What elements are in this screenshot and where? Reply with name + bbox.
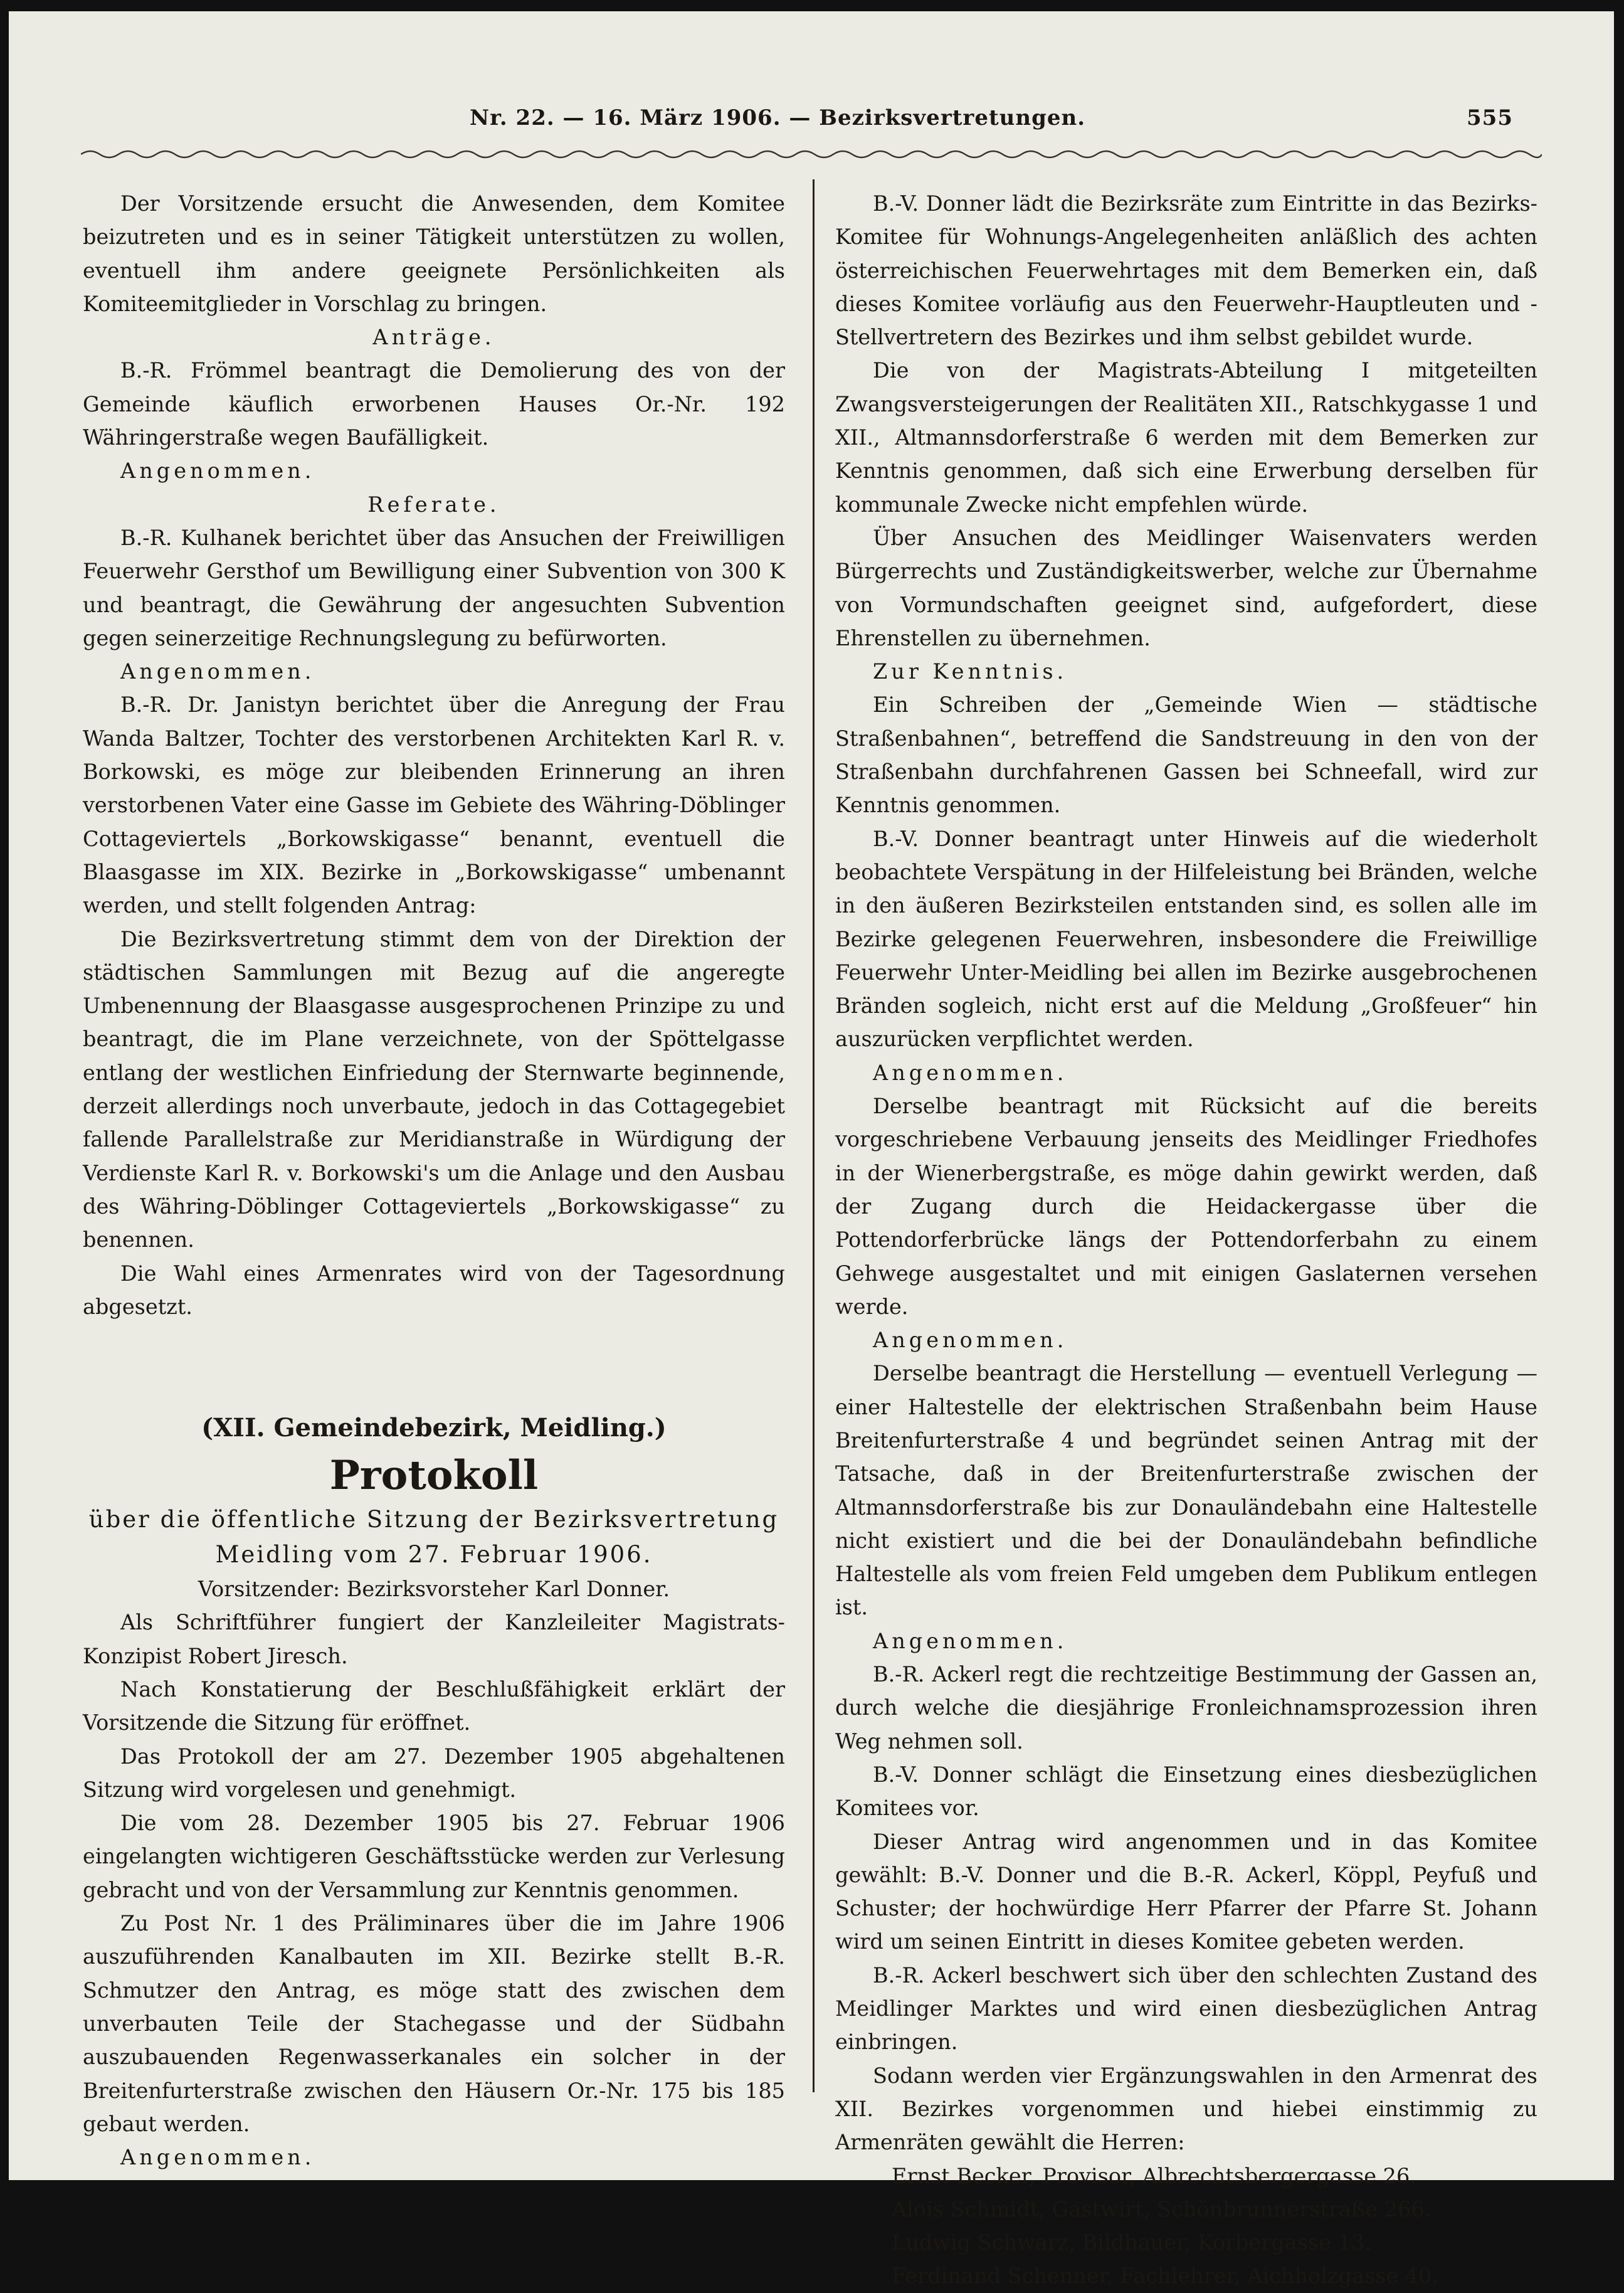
resolution-accepted: Angenommen.	[120, 2145, 315, 2170]
left-column	[83, 187, 785, 2174]
list-item: Ludwig Schwarz, Bildhauer, Korbergasse 13.	[892, 2230, 1371, 2255]
list-item: Alois Schmidt, Gastwirt, Schönbrunnerstraße 266.	[892, 2196, 1432, 2222]
list-item: Ferdinand Schenner, Fachlehrer, Aichholzgasse 40.	[892, 2264, 1439, 2289]
newspaper-page	[9, 11, 1614, 2289]
right-column	[835, 187, 1537, 2293]
resolution-accepted: Angenommen.	[120, 458, 315, 484]
paragraph: B.-R. Ackerl regt die rechtzeitige Bestimmung der Gassen an, durch welche die diesjährige Fronleichnamsprozession ihren Weg nehmen soll.	[835, 1662, 1537, 1754]
paragraph: Derselbe beantragt die Herstellung — eventuell Verlegung — einer Haltestelle der elektrischen Straßenbahn beim Hause Breitenfurterstraße 4 und begründet seinen Antrag mit der Tatsache, daß in der Breitenfurterstraße zwischen der Altmannsdorferstraße bis zur Donauländebahn eine Haltestelle nicht existiert und die bei der Donauländebahn befindliche Haltestelle als vom freien Feld umgeben dem Publikum entlegen ist.	[835, 1361, 1537, 1620]
resolution-accepted: Angenommen.	[120, 659, 315, 684]
section-heading-antraege: Anträge.	[372, 325, 495, 350]
protocol-date: Meidling vom 27. Februar 1906.	[215, 1541, 653, 1569]
list-item: Ernst Becker, Provisor, Albrechtsbergergasse 26.	[892, 2163, 1416, 2188]
section-heading-referate: Referate.	[367, 492, 500, 517]
paragraph: Der Vorsitzende ersucht die Anwesenden, dem Komitee beizutreten und es in seiner Tätigkeit unterstützen zu wollen, eventuell ihm andere geeignete Persönlichkeiten als Komiteemitglieder in Vorschlag zu bringen.	[83, 191, 785, 316]
paragraph: Die von der Magistrats-Abteilung I mitgeteilten Zwangsversteigerungen der Realitäten XII., Ratschkygasse 1 und XII., Altmannsdorferstraße 6 werden mit dem Bemerken zur Kenntnis genommen, daß sich eine Erwerbung derselben für kommunale Zwecke nicht empfehlen würde.	[835, 358, 1537, 517]
chairman-line: Vorsitzender: Bezirksvorsteher Karl Donner.	[198, 1577, 670, 1602]
paragraph: Dieser Antrag wird angenommen und in das Komitee gewählt: B.-V. Donner und die B.-R. Ackerl, Köppl, Peyfuß und Schuster; der hochwürdige Herr Pfarrer der Pfarre St. Johann wird um seinen Eintritt in dieses Komitee gebeten werden.	[835, 1829, 1537, 1954]
paragraph: B.-R. Frömmel beantragt die Demolierung des von der Gemeinde käuflich erworbenen Hauses Or.-Nr. 192 Währingerstraße wegen Baufälligkeit.	[83, 358, 785, 450]
paragraph: Derselbe beantragt mit Rücksicht auf die bereits vorgeschriebene Verbauung jenseits des Meidlinger Friedhofes in der Wienerbergstraße, es möge dahin gewirkt werden, daß der Zugang durch die Heidackergasse über die Pottendorferbrücke längs der Pottendorferbahn zu einem Gehwege ausgestaltet und mit einigen Gaslaternen versehen werde.	[835, 1094, 1537, 1319]
paragraph: Über Ansuchen des Meidlinger Waisenvaters werden Bürgerrechts und Zuständigkeitswerber, welche zur Übernahme von Vormundschaften geeignet sind, aufgefordert, diese Ehrenstellen zu übernehmen.	[835, 525, 1537, 650]
noted: Zur Kenntnis.	[873, 659, 1068, 684]
column-divider	[813, 179, 815, 2092]
paragraph: Ein Schreiben der „Gemeinde Wien — städtische Straßenbahnen“, betreffend die Sandstreuung in den von der Straßenbahn durchfahrenen Gassen bei Schneefall, wird zur Kenntnis genommen.	[835, 692, 1537, 818]
paragraph: B.-R. Kulhanek berichtet über das Ansuchen der Freiwilligen Feuerwehr Gersthof um Bewilligung einer Subvention von 300 K und beantragt, die Gewährung der angesuchten Subvention gegen seinerzeitige Rechnungslegung zu befürworten.	[83, 525, 785, 650]
header-wavy-rule	[81, 148, 1542, 161]
district-heading: (XII. Gemeindebezirk, Meidling.)	[201, 1413, 667, 1443]
paragraph: B.-V. Donner lädt die Bezirksräte zum Eintritte in das Bezirks-Komitee für Wohnungs-Angelegenheiten anläßlich des achten österreichischen Feuerwehrtages mit dem Bemerken ein, daß dieses Komitee vorläufig aus den Feuerwehr-Hauptleuten und -Stellvertretern des Bezirkes und ihm selbst gebildet wurde.	[835, 191, 1537, 350]
resolution-accepted: Angenommen.	[873, 1628, 1068, 1653]
paragraph: Die vom 28. Dezember 1905 bis 27. Februar 1906 eingelangten wichtigeren Geschäftsstücke werden zur Verlesung gebracht und von der Versammlung zur Kenntnis genommen.	[83, 1811, 785, 1902]
paragraph: Sodann werden vier Ergänzungswahlen in den Armenrat des XII. Bezirkes vorgenommen und hiebei einstimmig zu Armenräten gewählt die Herren:	[835, 2063, 1537, 2155]
page-header	[9, 105, 1614, 143]
paragraph: Die Wahl eines Armenrates wird von der Tagesordnung abgesetzt.	[83, 1261, 785, 1319]
header-title: Nr. 22. — 16. März 1906. — Bezirksvertretungen.	[470, 105, 1086, 130]
paragraph: Nach Konstatierung der Beschlußfähigkeit erklärt der Vorsitzende die Sitzung für eröffnet.	[83, 1676, 785, 1735]
paragraph: B.-R. Ackerl beschwert sich über den schlechten Zustand des Meidlinger Marktes und wird einen diesbezüglichen Antrag einbringen.	[835, 1962, 1537, 2055]
resolution-accepted: Angenommen.	[873, 1328, 1068, 1353]
resolution-accepted: Angenommen.	[873, 1060, 1068, 1085]
protocol-title: Protokoll	[329, 1452, 539, 1500]
paragraph: B.-V. Donner beantragt unter Hinweis auf die wiederholt beobachtete Verspätung in der Hilfeleistung bei Bränden, welche in den äußeren Bezirksteilen entstanden sind, es sollen alle im Bezirke gelegenen Feuerwehren, insbesondere die Freiwillige Feuerwehr Unter-Meidling bei allen im Bezirke ausgebrochenen Bränden sogleich, nicht erst auf die Meldung „Großfeuer“ hin auszurücken verpflichtet werden.	[835, 826, 1537, 1052]
paragraph: Die Bezirksvertretung stimmt dem von der Direktion der städtischen Sammlungen mit Bezug auf die angeregte Umbenennung der Blaasgasse ausgesprochenen Prinzipe zu und beantragt, die im Plane verzeichnete, von der Spöttelgasse entlang der westlichen Einfriedung der Sternwarte beginnende, derzeit allerdings noch unverbaute, jedoch in das Cottagegebiet fallende Parallelstraße zur Meridianstraße in Würdigung der Verdienste Karl R. v. Borkowski's um die Anlage und den Ausbau des Währing-Döblinger Cottageviertels „Borkowskigasse“ zu benennen.	[83, 926, 785, 1252]
paragraph: Zu Post Nr. 1 des Präliminares über die im Jahre 1906 auszuführenden Kanalbauten im XII. Bezirke stellt B.-R. Schmutzer den Antrag, es möge statt des zwischen dem unverbauten Teile der Stachegasse und der Südbahn auszubauenden Regenwasserkanales ein solcher in der Breitenfurterstraße zwischen den Häusern Or.-Nr. 175 bis 185 gebaut werden.	[83, 1911, 785, 2136]
protocol-subtitle: über die öffentliche Sitzung der Bezirksvertretung	[88, 1506, 779, 1533]
paragraph: Das Protokoll der am 27. Dezember 1905 abgehaltenen Sitzung wird vorgelesen und genehmigt.	[83, 1744, 785, 1802]
paragraph: B.-V. Donner schlägt die Einsetzung eines diesbezüglichen Komitees vor.	[835, 1762, 1537, 1821]
page-number: 555	[1467, 105, 1513, 130]
paragraph: Als Schriftführer fungiert der Kanzleileiter Magistrats-Konzipist Robert Jiresch.	[83, 1610, 785, 1668]
paragraph: B.-R. Dr. Janistyn berichtet über die Anregung der Frau Wanda Baltzer, Tochter des verstorbenen Architekten Karl R. v. Borkowski, es möge zur bleibenden Erinnerung an ihren verstorbenen Vater eine Gasse im Gebiete des Währing-Döblinger Cottageviertels „Borkowskigasse“ benannt, eventuell die Blaasgasse im XIX. Bezirke in „Borkowskigasse“ umbenannt werden, und stellt folgenden Antrag:	[83, 692, 785, 918]
